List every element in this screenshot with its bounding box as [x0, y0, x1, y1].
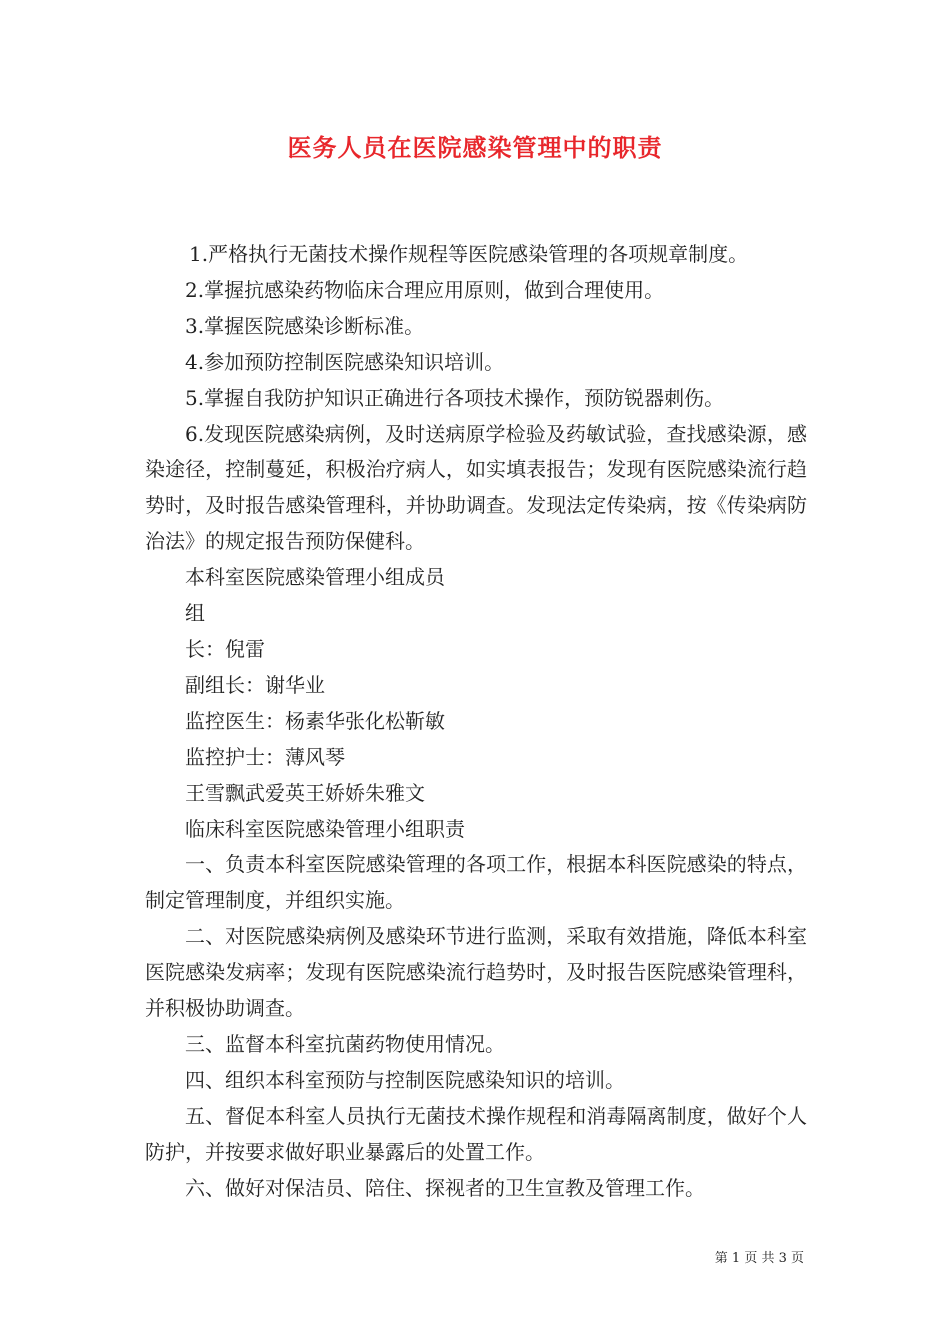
paragraph-3: 3.掌握医院感染诊断标准。: [185, 313, 425, 338]
paragraph-4: 4.参加预防控制医院感染知识培训。: [185, 349, 505, 374]
paragraph-2: 2.掌握抗感染药物临床合理应用原则，做到合理使用。: [185, 277, 665, 302]
duty-4: 四、组织本科室预防与控制医院感染知识的培训。: [185, 1067, 625, 1092]
deputy-leader: 副组长：谢华业: [185, 672, 325, 697]
duty-6: 六、做好对保洁员、陪住、探视者的卫生宣教及管理工作。: [185, 1175, 705, 1200]
page-title: 医务人员在医院感染管理中的职责: [287, 133, 663, 162]
team-leader-label-part1: 组: [185, 601, 205, 626]
paragraph-1: 1.严格执行无菌技术操作规程等医院感染管理的各项规章制度。: [189, 242, 749, 266]
team-leader: 长：倪雷: [185, 636, 265, 661]
paragraph-5: 5.掌握自我防护知识正确进行各项技术操作，预防锐器刺伤。: [185, 385, 725, 410]
team-members: 王雪飘武爱英王娇娇朱雅文: [185, 780, 425, 805]
monitoring-nurse: 监控护士：薄风琴: [185, 744, 345, 769]
page-number: 第 1 页 共 3 页: [714, 1251, 804, 1266]
duties-heading: 临床科室医院感染管理小组职责: [185, 816, 465, 841]
duty-3: 三、监督本科室抗菌药物使用情况。: [185, 1031, 505, 1056]
duty-1: 一、负责本科室医院感染管理的各项工作，根据本科医院感染的特点，制定管理制度，并组织实施。: [145, 852, 807, 913]
monitoring-doctors: 监控医生：杨素华张化松靳敏: [185, 708, 445, 733]
duty-5: 五、督促本科室人员执行无菌技术操作规程和消毒隔离制度，做好个人防护，并按要求做好职业暴露后的处置工作。: [145, 1103, 807, 1164]
paragraph-6: 6.发现医院感染病例，及时送病原学检验及药敏试验，查找感染源，感染途径，控制蔓延，积极治疗病人，如实填表报告；发现有医院感染流行趋势时，及时报告感染管理科，并协助调查。发现法定传染病，按《传染病防治法》的规定报告预防保健科。: [145, 421, 807, 554]
duty-2: 二、对医院感染病例及感染环节进行监测，采取有效措施，降低本科室医院感染发病率；发现有医院感染流行趋势时，及时报告医院感染管理科，并积极协助调查。: [145, 924, 807, 1021]
document-body: [145, 237, 807, 1206]
team-heading: 本科室医院感染管理小组成员: [185, 565, 445, 590]
